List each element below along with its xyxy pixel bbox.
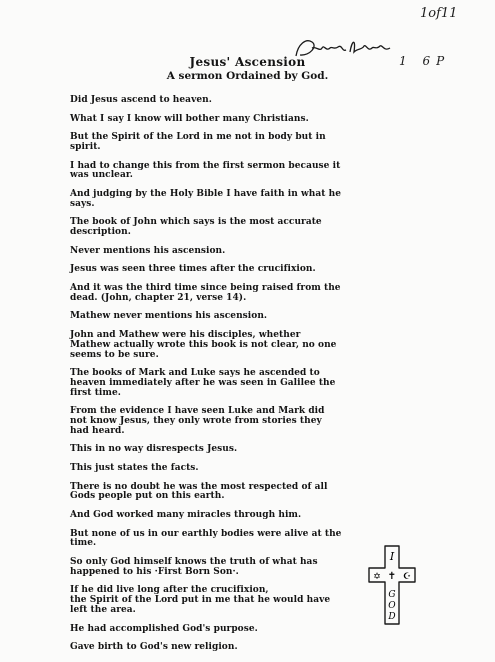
- cross-letter-d: D: [388, 612, 396, 622]
- sermon-line: This in no way disrespects Jesus.: [70, 444, 238, 455]
- sermon-line: But none of us in our earthly bodies were alive at the time.: [70, 528, 342, 549]
- sermon-line: I had to change this from the first sermon because it was unclear.: [70, 160, 341, 181]
- sermon-line: Gave birth to God's new religion.: [70, 642, 238, 653]
- page-sub-note: 1 6P: [399, 54, 451, 68]
- sermon-line: So only God himself knows the truth of what has happened to his ·First Born Son·.: [70, 557, 318, 577]
- sermon-line: Did Jesus ascend to heaven.: [70, 95, 212, 105]
- sermon-line: There is no doubt he was the most respected of all Gods people put on this earth.: [70, 481, 328, 502]
- sermon-line: Mathew never mentions his ascension.: [70, 311, 268, 322]
- sermon-line: The books of Mark and Luke says he ascended to heaven immediately after he was seen in Galilee the first time.: [70, 368, 336, 398]
- cross-letter-o: O: [388, 601, 396, 611]
- sermon-line: Jesus was seen three times after the crucifixion.: [70, 264, 316, 275]
- crescent-star-icon: ☪: [402, 572, 412, 582]
- sermon-line: And judging by the Holy Bible I have faith in what he says.: [70, 188, 342, 209]
- page-subtitle: A sermon Ordained by God.: [166, 70, 329, 82]
- sermon-line: And it was the third time since being raised from the dead. (John, chapter 21, verse 14).: [70, 282, 341, 303]
- page-title: Jesus' Ascension: [189, 55, 306, 69]
- cross-symbol-icon: ✝: [387, 571, 397, 582]
- sermon-line: Never mentions his ascension.: [70, 245, 226, 256]
- sermon-body: [70, 96, 415, 662]
- sermon-line: What I say I know will bother many Christians.: [70, 113, 309, 124]
- cross-top-mark: I: [389, 550, 395, 563]
- sermon-line: The book of John which says is the most accurate description.: [70, 217, 322, 238]
- sermon-line: This just states the facts.: [70, 463, 199, 474]
- hand-drawn-cross: [366, 544, 418, 626]
- sermon-line: He had accomplished God's purpose.: [70, 623, 258, 634]
- cross-letter-g: G: [388, 590, 396, 600]
- page-count-note: 1of11: [420, 6, 458, 21]
- sermon-line: But the Spirit of the Lord in me not in body but in spirit.: [70, 132, 326, 152]
- sermon-line: If he did live long after the crucifixion, the Spirit of the Lord put in me that he would have left the area.: [70, 585, 331, 616]
- sermon-line: And God worked many miracles through him.: [70, 510, 302, 521]
- sermon-line: John and Mathew were his disciples, whether Mathew actually wrote this book is not clear, no one seems to be sure.: [70, 329, 337, 360]
- sermon-line: From the evidence I have seen Luke and Mark did not know Jesus, they only wrote from stories they had heard.: [70, 406, 325, 436]
- star-of-david-icon: ✡: [373, 572, 381, 582]
